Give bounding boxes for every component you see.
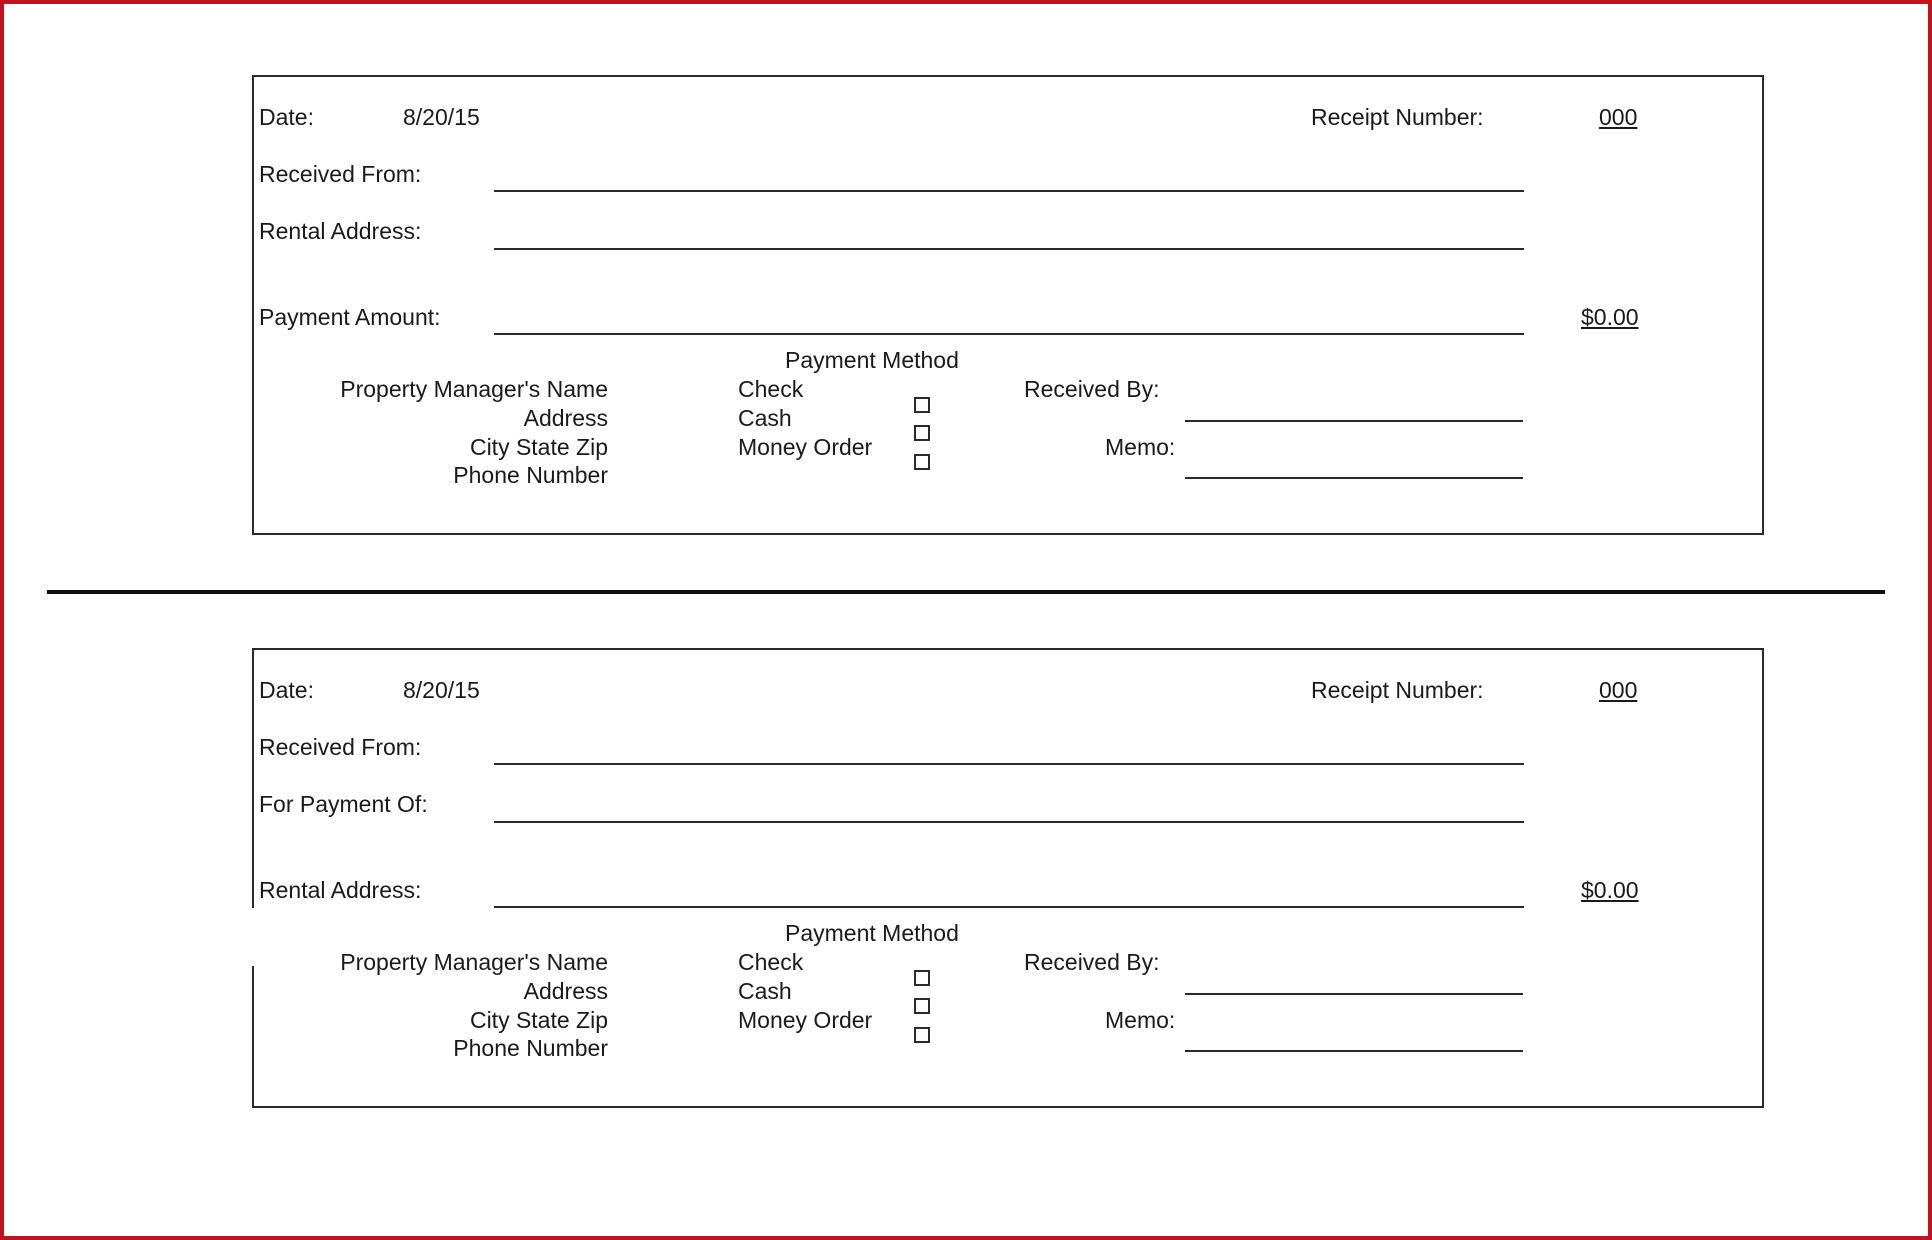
memo-label: Memo: [1105,434,1176,460]
receipt-top [252,75,1764,535]
receipt-number-value: 000 [1599,104,1638,130]
date-label: Date: [259,677,314,703]
received-from-line[interactable] [494,190,1524,192]
rental-address-line[interactable] [494,248,1524,250]
payment-amount-line[interactable] [494,333,1524,335]
manager-name: Property Manager's Name [340,376,608,402]
received-by-line[interactable] [1185,420,1523,422]
check-checkbox[interactable] [914,397,930,413]
received-from-label: Received From: [259,161,422,187]
receipt-bottom [252,648,1764,1108]
method-cash-label: Cash [738,978,792,1004]
date-value: 8/20/15 [403,677,480,703]
amount-value: $0.00 [1581,877,1639,903]
received-by-label: Received By: [1024,376,1160,402]
memo-label: Memo: [1105,1007,1176,1033]
received-by-line[interactable] [1185,993,1523,995]
manager-phone: Phone Number [453,462,608,488]
for-payment-of-line[interactable] [494,821,1524,823]
received-from-line[interactable] [494,763,1524,765]
manager-name: Property Manager's Name [340,949,608,975]
received-by-label: Received By: [1024,949,1160,975]
cash-checkbox[interactable] [914,425,930,441]
manager-address: Address [523,405,608,431]
rental-address-label: Rental Address: [259,218,422,244]
manager-phone: Phone Number [453,1035,608,1061]
money-order-checkbox[interactable] [914,454,930,470]
memo-line[interactable] [1185,1050,1523,1052]
money-order-checkbox[interactable] [914,1027,930,1043]
date-label: Date: [259,104,314,130]
check-checkbox[interactable] [914,970,930,986]
receipt-number-value: 000 [1599,677,1638,703]
method-check-label: Check [738,949,804,975]
method-cash-label: Cash [738,405,792,431]
method-check-label: Check [738,376,804,402]
method-money-order-label: Money Order [738,1007,873,1033]
manager-city-state-zip: City State Zip [469,434,608,460]
cut-line-divider [47,590,1885,594]
receipt-number-label: Receipt Number: [1311,104,1484,130]
rental-address-line[interactable] [494,906,1524,908]
method-money-order-label: Money Order [738,434,873,460]
amount-value: $0.00 [1581,304,1639,330]
rental-address-label: Rental Address: [259,877,422,903]
cash-checkbox[interactable] [914,998,930,1014]
manager-address: Address [523,978,608,1004]
for-payment-of-label: For Payment Of: [259,791,428,817]
payment-method-title: Payment Method [785,347,959,373]
payment-amount-label: Payment Amount: [259,304,441,330]
payment-method-title: Payment Method [785,920,959,946]
receipt-number-label: Receipt Number: [1311,677,1484,703]
memo-line[interactable] [1185,477,1523,479]
manager-city-state-zip: City State Zip [469,1007,608,1033]
date-value: 8/20/15 [403,104,480,130]
received-from-label: Received From: [259,734,422,760]
